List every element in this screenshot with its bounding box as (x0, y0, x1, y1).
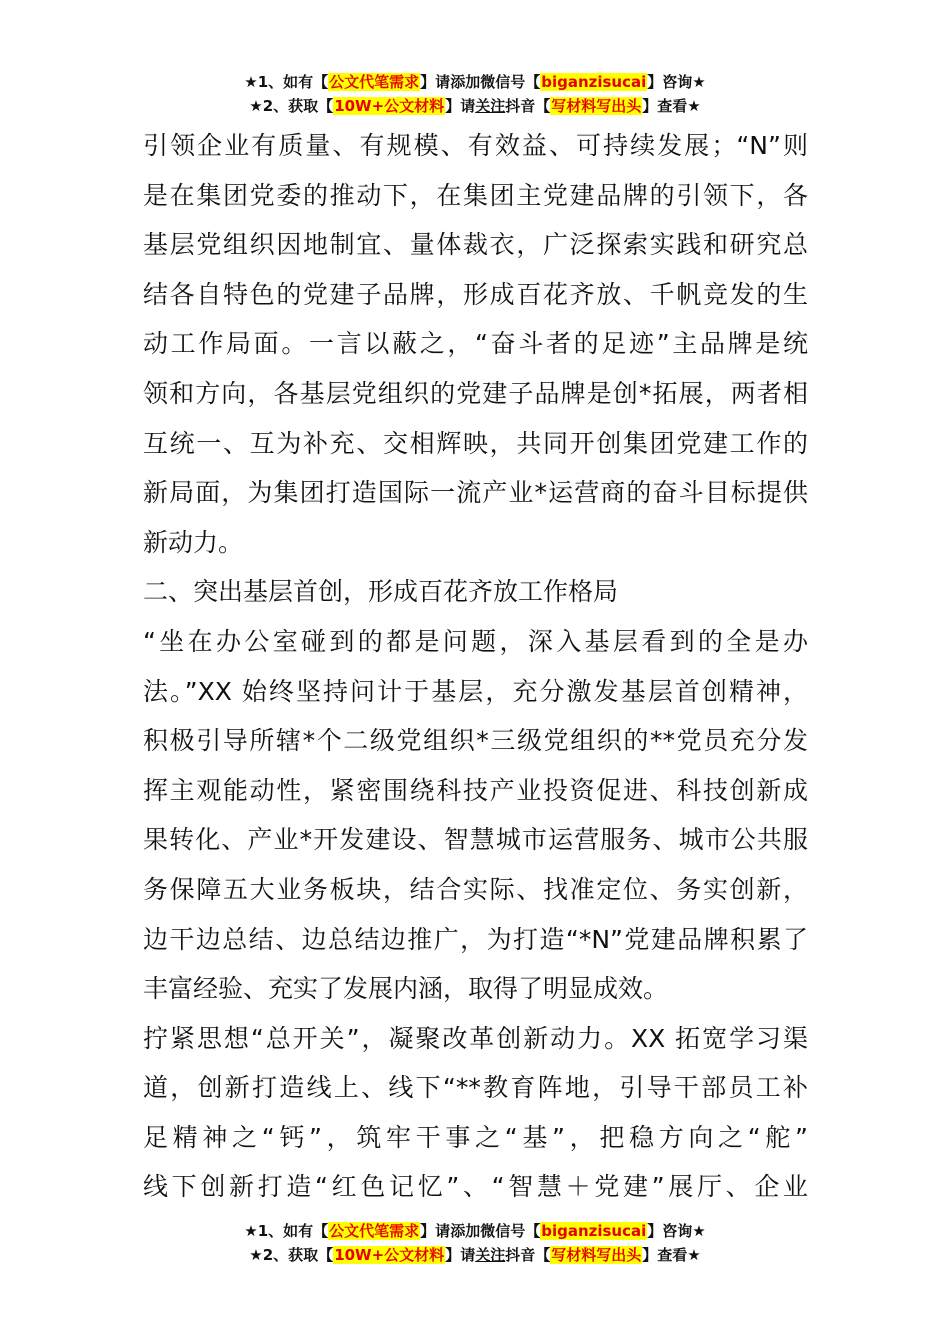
text-line: 积极引导所辖*个二级党组织*三级党组织的**党员充分发 (143, 726, 808, 756)
text-line: 结各自特色的党建子品牌，形成百花齐放、千帆竞发的生 (143, 279, 808, 309)
notice-text: 】请 (445, 1246, 476, 1264)
notice-text: 】查看★ (642, 1246, 701, 1264)
text-line: 果转化、产业*开发建设、智慧城市运营服务、城市公共服 (143, 825, 808, 855)
text-line: 二、突出基层首创，形成百花齐放工作格局 (143, 577, 619, 607)
header-notice (0, 70, 950, 118)
footer-notice (0, 1219, 950, 1267)
notice-text: 添加 (450, 1222, 481, 1240)
text-line: 是在集团党委的推动下，在集团主党建品牌的引领下，各 (143, 180, 808, 210)
notice-highlight: 10W+公文材料 (334, 97, 445, 115)
text-line: 丰富经验、充实了发展内涵，取得了明显成效。 (143, 974, 669, 1004)
notice-line-2 (0, 94, 950, 118)
notice-text: 】请 (420, 1222, 451, 1240)
notice-line-2 (0, 1243, 950, 1267)
notice-text: ★2、获取【 (249, 97, 334, 115)
text-line: 拧紧思想“总开关”，凝聚改革创新动力。XX 拓宽学习渠 (143, 1023, 808, 1053)
notice-highlight: 公文代笔需求 (329, 1222, 420, 1240)
text-line: 领和方向，各基层党组织的党建子品牌是创*拓展，两者相 (143, 378, 808, 408)
notice-text: 微信号【 (480, 1222, 541, 1240)
text-line: 线下创新打造“红色记忆”、“智慧＋党建”展厅、企业 (143, 1172, 808, 1202)
text-line: 务保障五大业务板块，结合实际、找准定位、务实创新， (143, 874, 808, 904)
notice-text: 】请 (420, 73, 451, 91)
text-line: 引领企业有质量、有规模、有效益、可持续发展；“N”则 (143, 131, 808, 160)
document-body (143, 121, 808, 1212)
text-line: 基层党组织因地制宜、量体裁衣，广泛探索实践和研究总 (143, 230, 808, 260)
notice-text: 】咨询★ (647, 73, 706, 91)
notice-text: 】请 (445, 97, 476, 115)
notice-highlight: 写材料写出头 (551, 97, 642, 115)
notice-text: 微信号【 (480, 73, 541, 91)
text-line: 边干边总结、边总结边推广，为打造“*N”党建品牌积累了 (143, 924, 808, 954)
notice-highlight: 公文代笔需求 (329, 73, 420, 91)
notice-text: 】咨询★ (647, 1222, 706, 1240)
text-line: “坐在办公室碰到的都是问题，深入基层看到的全是办 (143, 626, 808, 656)
notice-line-1 (0, 70, 950, 94)
notice-line-1 (0, 1219, 950, 1243)
text-line: 挥主观能动性，紧密围绕科技产业投资促进、科技创新成 (143, 775, 808, 805)
text-line: 互统一、互为补充、交相辉映，共同开创集团党建工作的 (143, 428, 808, 458)
text-line: 法。”XX 始终坚持问计于基层，充分激发基层首创精神， (143, 676, 808, 706)
text-line: 足精神之“钙”，筑牢干事之“基”，把稳方向之“舵” (143, 1122, 808, 1152)
notice-highlight: biganzisucai (541, 73, 647, 91)
notice-text: ★1、如有【 (244, 73, 329, 91)
notice-highlight: biganzisucai (541, 1222, 647, 1240)
text-line: 动工作局面。一言以蔽之，“奋斗者的足迹”主品牌是统 (143, 329, 808, 359)
text-line: 新局面，为集团打造国际一流产业*运营商的奋斗目标提供 (143, 478, 808, 508)
notice-text: ★2、获取【 (249, 1246, 334, 1264)
notice-highlight: 10W+公文材料 (334, 1246, 445, 1264)
notice-text: 关注 (475, 1246, 506, 1264)
text-line: 道，创新打造线上、线下“**教育阵地，引导干部员工补 (143, 1073, 808, 1103)
notice-text: 抖音【 (505, 97, 551, 115)
notice-highlight: 写材料写出头 (551, 1246, 642, 1264)
notice-text: 关注 (475, 97, 506, 115)
notice-text: 抖音【 (505, 1246, 551, 1264)
notice-text: 】查看★ (642, 97, 701, 115)
notice-text: ★1、如有【 (244, 1222, 329, 1240)
notice-text: 添加 (450, 73, 481, 91)
text-line: 新动力。 (143, 527, 244, 557)
